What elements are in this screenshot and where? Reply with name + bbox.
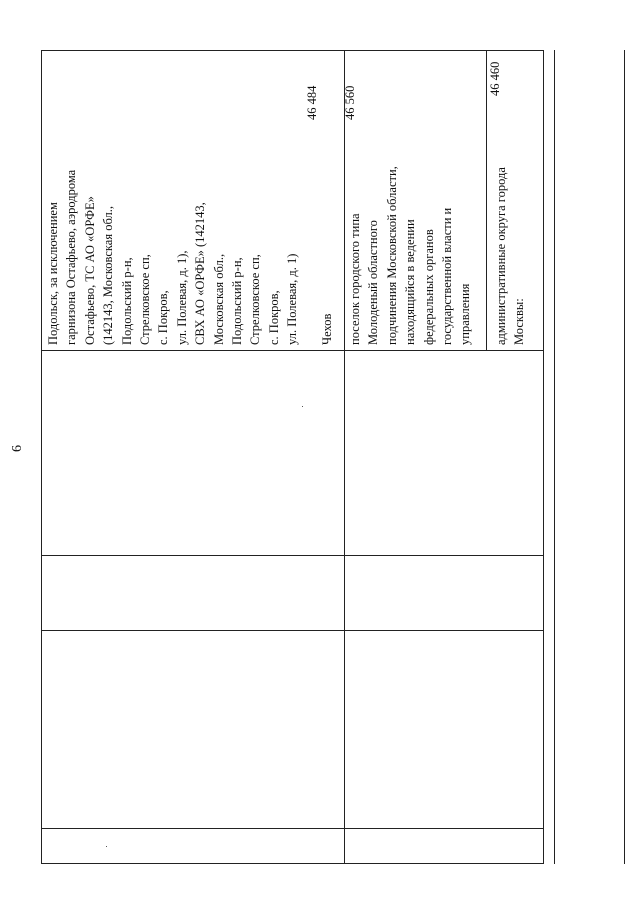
place-line: гарнизона Остафьево, аэродрома: [64, 169, 79, 345]
column-border: [41, 555, 544, 556]
code-46460: 46 460: [488, 61, 502, 96]
place-line: с. Покров,: [156, 290, 171, 345]
place-line: Стрелковское сп,: [137, 254, 152, 345]
row-border: [486, 50, 487, 350]
place-line: Молоденый областного: [366, 220, 381, 345]
place-line: Остафьево, ТС АО «ОРФЕ»: [82, 196, 97, 345]
place-line: федеральных органов: [421, 229, 436, 345]
column-divider: [554, 50, 555, 864]
place-line: государственной власти и: [439, 207, 454, 345]
place-line: СВХ АО «ОРФЕ» (142143,: [193, 202, 208, 345]
place-line: поселок городского типа: [348, 213, 362, 345]
place-line: управления: [458, 283, 473, 345]
page-number: 6: [10, 445, 25, 452]
column-border: [41, 828, 544, 829]
place-line: находящийся в ведении: [403, 219, 418, 345]
place-line: Чехов: [320, 313, 334, 345]
place-line: Москвы:: [512, 298, 527, 345]
place-line: Подольский р-н,: [229, 257, 244, 345]
place-line: Московская обл.,: [211, 253, 226, 345]
column-border: [41, 630, 544, 631]
column-divider: [624, 50, 625, 864]
code-46560: 46 560: [343, 85, 357, 120]
place-line: административные округа города: [494, 167, 508, 345]
place-line: Подольский р-н,: [119, 257, 134, 345]
place-line: с. Покров,: [266, 290, 281, 345]
place-line: Подольск, за исключением: [46, 202, 60, 345]
place-line: ул. Полевая, д. 1): [285, 253, 300, 345]
place-line: ул. Полевая, д. 1),: [174, 250, 189, 345]
column-border: [41, 350, 544, 351]
place-line: подчинения Московской области,: [384, 166, 399, 345]
table-frame: [41, 50, 544, 864]
code-46484: 46 484: [305, 85, 319, 120]
place-line: (142143, Московская обл.,: [101, 206, 116, 345]
place-line: Стрелковское сп,: [248, 254, 263, 345]
